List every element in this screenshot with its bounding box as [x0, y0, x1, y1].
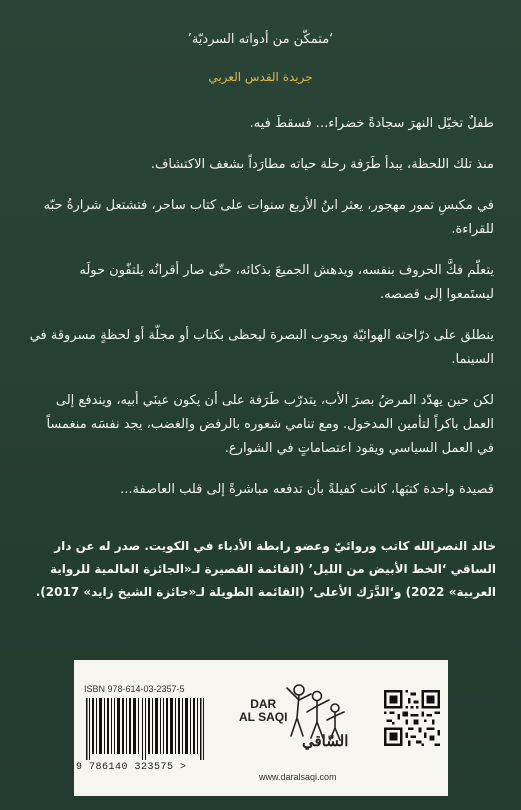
barcode-digits: 9 786140 323575 >: [76, 762, 187, 773]
blurb-paragraph: منذ تلك اللحظة، يبدأ طَرَفة رحلة حياته مطارَداً بشغف الاكتشاف.: [150, 157, 494, 172]
review-source: جريدة القدس العربي: [208, 70, 313, 84]
blurb-paragraph: طفلٌ تخيّل النهرَ سجادةً خضراء... فسقطَ فيه.: [249, 116, 494, 131]
publisher-name-line: DAR: [250, 697, 277, 711]
barcode: [86, 698, 204, 760]
blurb-paragraph: في مكبسِ تمور مهجور، يعثر ابنُ الأربع سنوات على كتاب ساحر، فتشتعل شرارةُ حبّه للقراءة.: [43, 198, 494, 237]
publisher-website: www.daralsaqi.com: [259, 772, 337, 782]
author-bio: خالد النصرالله كاتب وروائيّ وعضو رابطة الأدباء في الكويت. صدر له عن دار الساقي ‘الخط الأبيض من الليل’ (القائمة القصيرة لـ«الجائزة العالمية للرواية العربية» 2022) و‘الدَّرَك الأعلى’ (القائمة الطويلة لـ«جائزة الشيخ زايد» 2017).: [35, 539, 496, 599]
review-quote: ‘متمكّن من أدواته السرديّة’: [187, 32, 334, 47]
isbn-label: ISBN 978-614-03-2357-5: [84, 684, 185, 694]
qr-code: [384, 690, 440, 746]
publisher-arabic-logo: السّاقي: [302, 732, 349, 750]
publisher-name-line: AL SAQI: [239, 710, 288, 724]
blurb-paragraph: قصيدة واحدة كتبَها، كانت كفيلةً بأن تدفعه مباشرةً إلى قلب العاصفة...: [120, 482, 494, 497]
blurb-paragraph: لكن حين يهدّد المرضُ بصرَ الأب، يتدرّب طَرَفة على أن يكون عينَي أبيه، ويندفع إلى العمل باكراً لتأمين المدخول. ومع تنامي شعوره بالرفض والغضب، يجد نفسَه منغمساً في العمل السياسي ويقود اعتصاماتٍ في الشوارع.: [46, 393, 494, 456]
blurb-paragraph: ينطلق على درّاجته الهوائيّة ويجوب البصرة ليحظى بكتاب أو مجلّة أو لحظةٍ مسروقة في السينما.: [29, 328, 494, 367]
publisher-panel: [74, 660, 448, 796]
blurb: [28, 112, 494, 519]
blurb-paragraph: يتعلّم فكَّ الحروف بنفسه، ويدهش الجميعَ بذكائه، حتّى صار أقرانُه يلتفّون حولَه ليستَمعوا إلى قصصه.: [79, 263, 494, 302]
